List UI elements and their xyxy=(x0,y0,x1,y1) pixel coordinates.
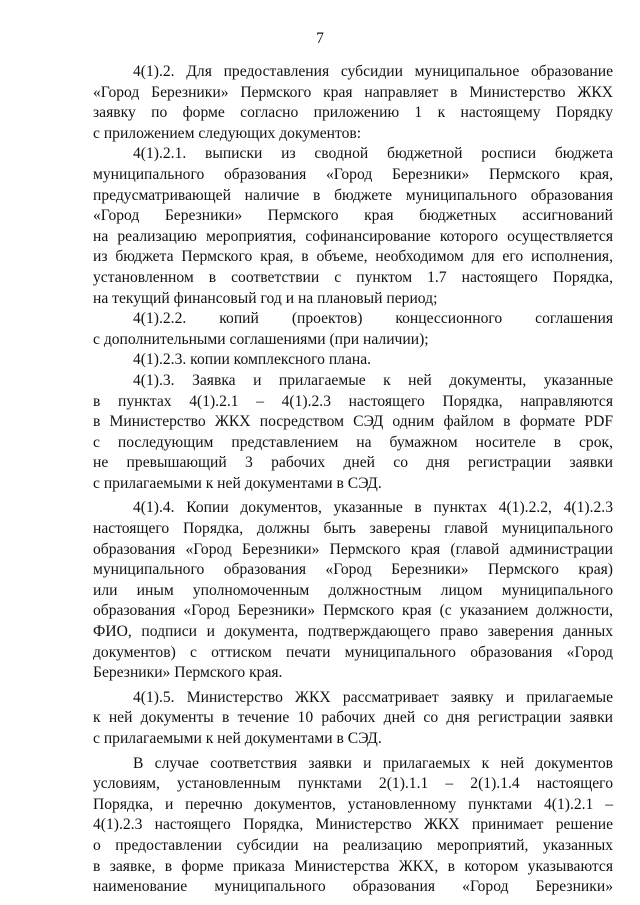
document-body xyxy=(93,62,613,898)
text-line: «Город Березники» Пермского края направляет в Министерство ЖКХ xyxy=(93,83,613,101)
text-line: предусматривающей наличие в бюджете муниципального образования xyxy=(93,186,613,204)
text-line: заявку по форме согласно приложению 1 к настоящему Порядку xyxy=(93,104,613,122)
text-line: образования «Город Березники» Пермского края (с указанием должности, xyxy=(93,602,613,620)
text-line: ФИО, подписи и документа, подтверждающего право заверения данных xyxy=(93,623,613,641)
paragraph xyxy=(93,754,613,898)
text-line: к ней документы в течение 10 рабочих дней со дня регистрации заявки xyxy=(93,709,613,727)
text-line: в пунктах 4(1).2.1 – 4(1).2.3 настоящего Порядка, направляются xyxy=(93,392,613,410)
text-line: о предоставлении субсидии на реализацию мероприятий, указанных xyxy=(93,836,613,854)
text-line: с приложением следующих документов: xyxy=(93,124,362,142)
text-line: В случае соответствия заявки и прилагаемых к ней документов xyxy=(133,754,613,772)
text-line: с последующим представлением на бумажном носителе в срок, xyxy=(93,433,613,451)
text-line: Березники» Пермского края. xyxy=(93,664,283,682)
text-line: 4(1).4. Копии документов, указанные в пунктах 4(1).2.2, 4(1).2.3 xyxy=(133,499,613,517)
text-line: в заявке, в форме приказа Министерства ЖКХ, в котором указываются xyxy=(93,857,613,875)
text-line: 4(1).2. Для предоставления субсидии муниципальное образование xyxy=(133,63,613,80)
text-line: установленном в соответствии с пунктом 1.7 настоящего Порядка, xyxy=(93,268,613,286)
text-line: 4(1).3. Заявка и прилагаемые к ней документы, указанные xyxy=(133,371,613,389)
text-line: на реализацию мероприятия, софинансирование которого осуществляется xyxy=(93,227,613,245)
text-line: в Министерство ЖКХ посредством СЭД одним файлом в формате PDF xyxy=(93,413,613,431)
paragraph xyxy=(93,309,613,350)
text-line: образования «Город Березники» Пермского края (главой администрации xyxy=(93,540,613,558)
text-line: с прилагаемыми к ней документами в СЭД. xyxy=(93,474,382,492)
paragraph xyxy=(93,371,613,495)
paragraph xyxy=(93,498,613,683)
paragraph xyxy=(93,62,613,144)
text-line: муниципального образования «Город Березники» Пермского края, xyxy=(93,165,613,183)
text-line: или иным уполномоченным должностным лицом муниципального xyxy=(93,581,613,599)
text-line: 4(1).2.2. копий (проектов) концессионного соглашения xyxy=(133,310,613,328)
text-line: 4(1).5. Министерство ЖКХ рассматривает заявку и прилагаемые xyxy=(133,688,613,706)
paragraph xyxy=(93,688,613,750)
text-line: на текущий финансовый год и на плановый период; xyxy=(93,289,438,307)
paragraph xyxy=(93,350,613,371)
text-line: Порядка, и перечню документов, установленному пунктами 4(1).2.1 – xyxy=(93,795,613,813)
page-number: 7 xyxy=(316,30,324,47)
text-line: из бюджета Пермского края, в объеме, необходимом для его исполнения, xyxy=(93,248,613,266)
text-line: условиям, установленным пунктами 2(1).1.1 – 2(1).1.4 настоящего xyxy=(93,775,613,793)
text-line: документов) с оттиском печати муниципального образования «Город xyxy=(93,643,613,661)
paragraph xyxy=(93,144,613,309)
text-line: с дополнительными соглашениями (при наличии); xyxy=(93,330,429,348)
text-line: настоящего Порядка, должны быть заверены главой муниципального xyxy=(93,520,613,538)
text-line: 4(1).2.1. выписки из сводной бюджетной росписи бюджета xyxy=(133,145,613,163)
text-line: не превышающий 3 рабочих дней со дня регистрации заявки xyxy=(93,454,613,472)
text-line: 4(1).2.3 настоящего Порядка, Министерство ЖКХ принимает решение xyxy=(93,816,613,834)
text-line: муниципального образования «Город Березники» Пермского края) xyxy=(93,561,613,579)
text-line: «Город Березники» Пермского края бюджетных ассигнований xyxy=(93,207,613,225)
text-line: наименование муниципального образования «Город Березники» xyxy=(93,878,613,896)
text-line: с прилагаемыми к ней документами в СЭД. xyxy=(93,730,382,747)
text-line: 4(1).2.3. копии комплексного плана. xyxy=(133,351,372,369)
